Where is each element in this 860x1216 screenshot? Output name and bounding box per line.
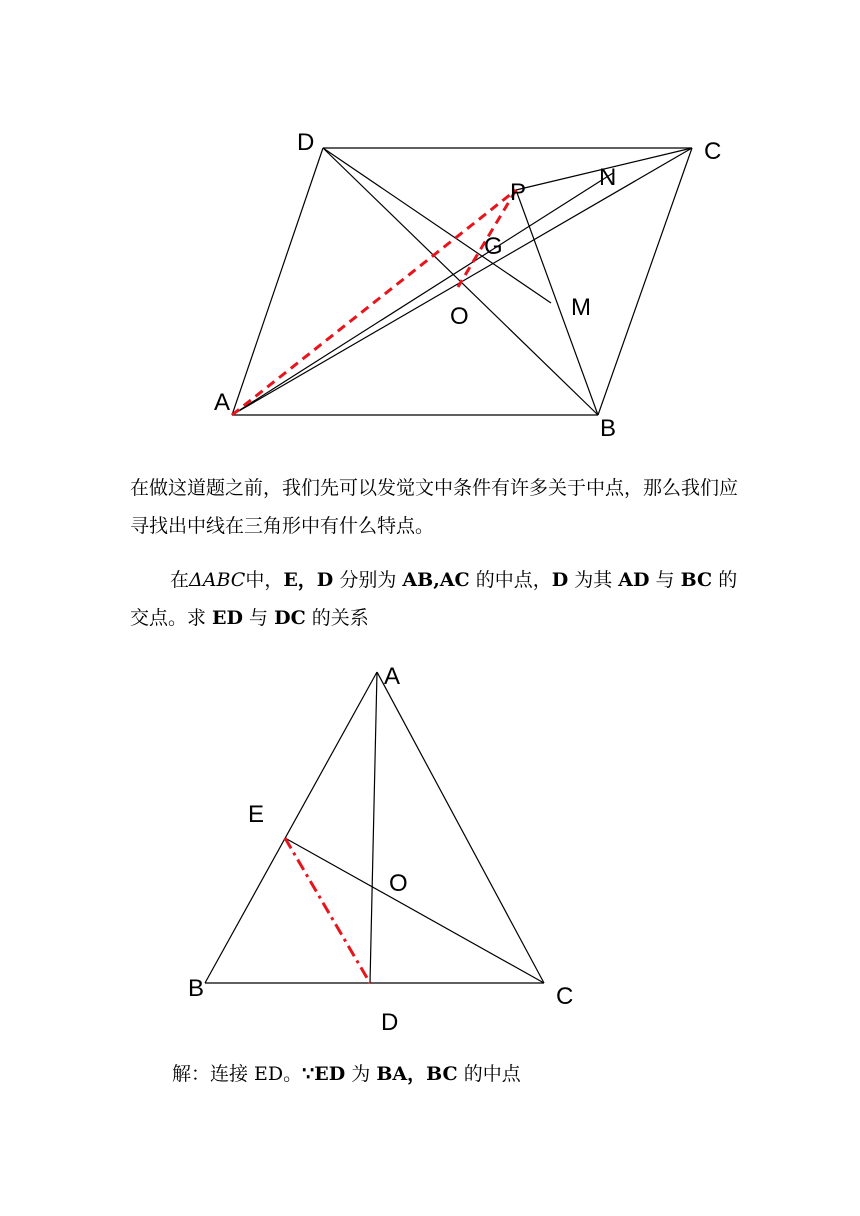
side-names: BA，BC: [376, 1063, 458, 1085]
segment-name: BC: [680, 569, 713, 591]
problem-text: 与: [243, 607, 275, 629]
label-G: G: [484, 233, 503, 260]
segment-AD: [370, 672, 377, 983]
label-B: B: [188, 975, 205, 1002]
segment-name: AD: [618, 569, 650, 591]
point-names: E，D: [283, 569, 334, 591]
dashed-AP: [232, 190, 516, 415]
triangle-symbol: ΔABC: [189, 569, 246, 591]
segment-name: DC: [274, 607, 306, 629]
segment-name: ED: [314, 1063, 346, 1085]
label-O: O: [450, 303, 469, 330]
problem-text: 的关系: [305, 607, 369, 629]
segment-DM: [323, 148, 551, 303]
label-A: A: [384, 663, 401, 690]
figure1-highlight: [232, 190, 516, 415]
label-D: D: [381, 1009, 399, 1036]
label-B: B: [600, 415, 617, 442]
label-C: C: [704, 138, 722, 165]
segment-AN: [232, 173, 613, 415]
problem-text: 与: [649, 569, 681, 591]
problem-paragraph: [130, 561, 740, 637]
segment-DA: [232, 148, 323, 415]
problem-text: 的中点，: [469, 569, 552, 591]
parallelogram-figure: [0, 120, 860, 450]
segment-name: ED: [212, 607, 244, 629]
dashdot-ED: [285, 838, 370, 983]
label-P: P: [510, 179, 527, 206]
solution-text: 为: [345, 1063, 377, 1085]
side-names: AB,AC: [402, 569, 470, 591]
solution-text: 的中点: [457, 1063, 521, 1085]
segment-AB: [205, 672, 377, 983]
problem-text: 中，: [245, 569, 284, 591]
label-A: A: [214, 389, 231, 416]
solution-text: 解：连接 ED。: [172, 1063, 303, 1085]
because-symbol: ∵: [302, 1063, 315, 1085]
label-N: N: [599, 164, 617, 191]
label-C: C: [556, 983, 574, 1010]
triangle-figure: [0, 660, 860, 1040]
problem-text: 的交点。求: [130, 569, 738, 629]
label-O: O: [389, 870, 408, 897]
label-M: M: [571, 294, 591, 321]
solution-paragraph: [172, 1055, 772, 1093]
intro-paragraph: 在做这道题之前，我们先可以发觉文中条件有许多关于中点，那么我们应寻找出中线在三角形中有什么特点。: [130, 477, 739, 537]
label-E: E: [248, 801, 265, 828]
problem-text: 分别为: [333, 569, 403, 591]
problem-text: 为其: [568, 569, 619, 591]
problem-text: 在: [170, 569, 190, 591]
point-name: D: [551, 569, 569, 591]
label-D: D: [297, 129, 315, 156]
